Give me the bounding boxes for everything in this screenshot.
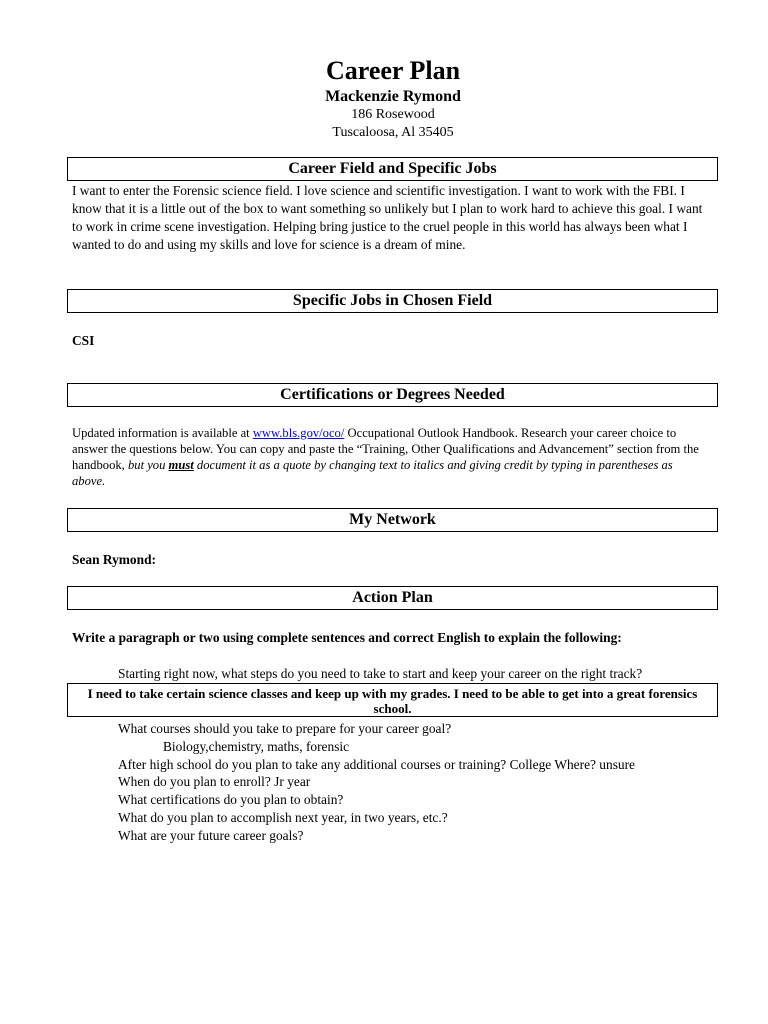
career-field-heading: Career Field and Specific Jobs xyxy=(67,157,718,181)
bls-link[interactable]: www.bls.gov/oco/ xyxy=(252,426,345,440)
question-1: Starting right now, what steps do you need to take to start and keep your career on the right track? xyxy=(118,666,643,681)
question-7: What are your future career goals? xyxy=(118,828,304,843)
certifications-italic-start: but you xyxy=(127,458,169,472)
certifications-text-middle: Occupational Outlook Handbook. Research your career choice to answer the questions below. You can copy and paste the “Training, Other Qualifications and Advancement” section from the handbook, xyxy=(72,426,699,472)
action-plan-instruction: Write a paragraph or two using complete sentences and correct English to explain the following: xyxy=(72,630,622,645)
certifications-heading: Certifications or Degrees Needed xyxy=(67,383,718,407)
network-heading: My Network xyxy=(67,508,718,532)
certifications-text-start: Updated information is available at xyxy=(72,426,253,440)
answer-1-box: I need to take certain science classes and keep up with my grades. I need to be able to get into a great forensics school. xyxy=(67,683,718,717)
must-emphasis: must xyxy=(168,458,194,472)
page-title: Career Plan xyxy=(325,56,461,85)
certifications-text xyxy=(72,425,702,489)
question-2: What courses should you take to prepare for your career goal? xyxy=(118,721,452,736)
question-6: What do you plan to accomplish next year, in two years, etc.? xyxy=(118,810,448,825)
author-name: Mackenzie Rymond xyxy=(325,88,461,105)
question-3: After high school do you plan to take any additional courses or training? College Where? unsure xyxy=(118,757,636,772)
career-field-text: I want to enter the Forensic science field. I love science and scientific investigation. I want to work with the FBI. I know that it is a little out of the box to want something so unlikely but I plan to work hard to achieve this goal. I want to work in crime scene investigation. Helping bring justice to the cruel people in this world has always been what I wanted to do and using my skills and love for science is a dream of mine. xyxy=(72,183,703,252)
question-4: When do you plan to enroll? Jr year xyxy=(118,774,311,789)
action-plan-heading: Action Plan xyxy=(67,586,718,610)
certifications-italic-end: document it as a quote by changing text to italics and giving credit by typing in parentheses as above. xyxy=(72,458,673,488)
network-text: Sean Rymond: xyxy=(72,552,156,567)
specific-jobs-text: CSI xyxy=(72,333,95,348)
address-line-2: Tuscaloosa, Al 35405 xyxy=(332,125,454,140)
specific-jobs-heading: Specific Jobs in Chosen Field xyxy=(67,289,718,313)
question-5: What certifications do you plan to obtain? xyxy=(118,792,344,807)
address-line-1: 186 Rosewood xyxy=(351,107,435,122)
answer-2: Biology,chemistry, maths, forensic xyxy=(163,739,350,754)
